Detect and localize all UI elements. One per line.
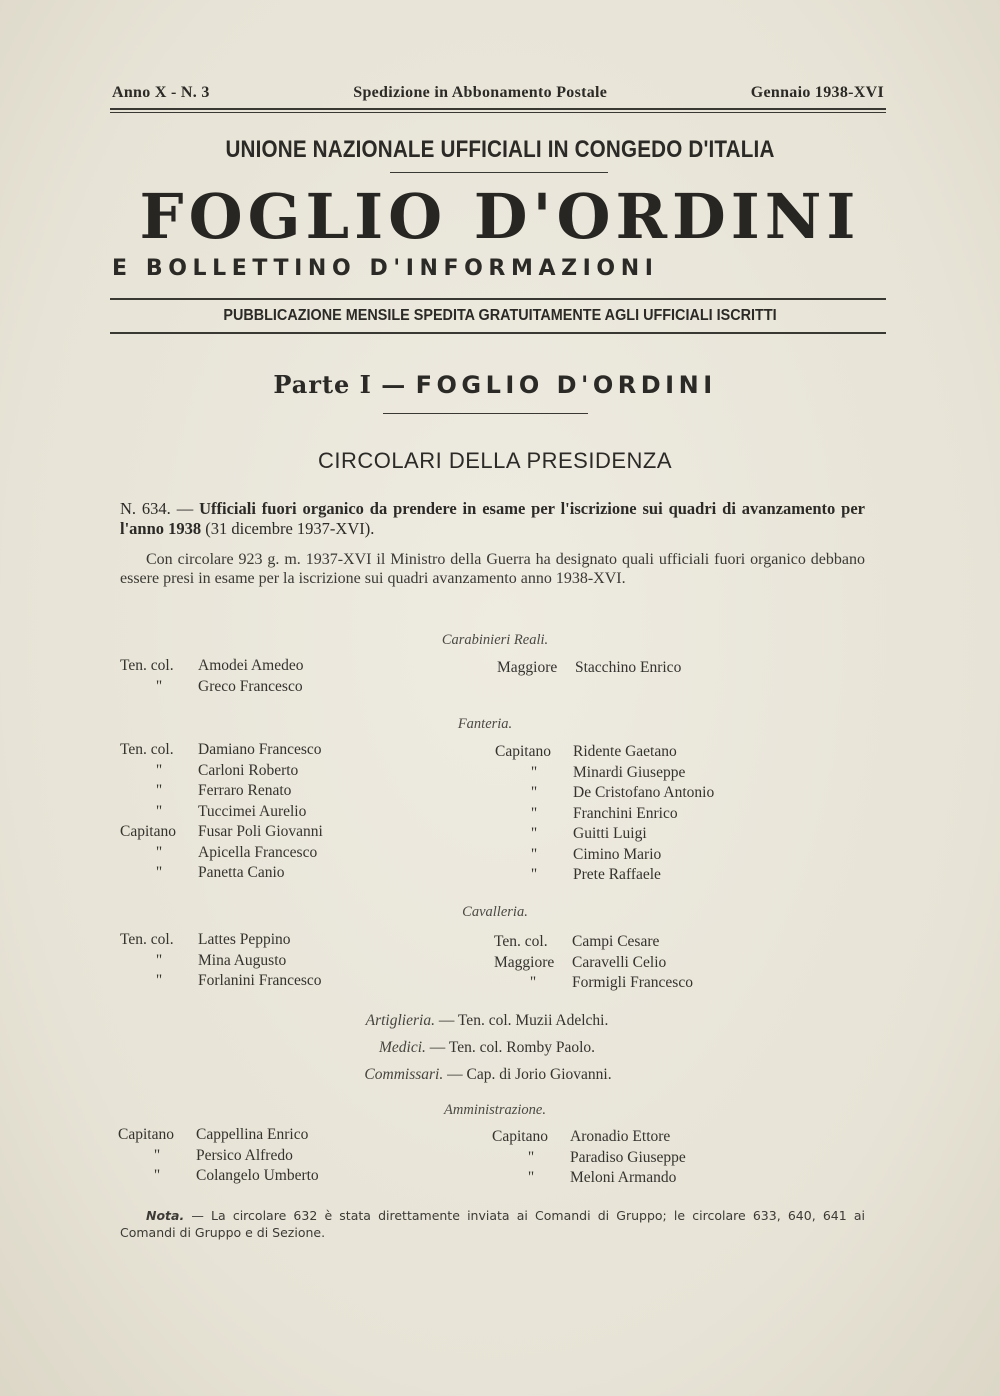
issue-number: Anno X - N. 3 xyxy=(112,84,210,101)
officer-name: Carloni Roberto xyxy=(198,761,299,779)
officer-rank: " xyxy=(155,782,163,799)
officer-rank: " xyxy=(155,802,163,820)
title-rule xyxy=(110,298,886,300)
officer-name: Apicella Francesco xyxy=(198,843,318,861)
medici-line xyxy=(0,1039,987,1057)
category-amministrazione: Amministrazione. xyxy=(444,1102,546,1118)
part-underline xyxy=(383,413,588,414)
amministrazione-left-list xyxy=(118,1125,319,1187)
medici-entry: — Ten. col. Romby Paolo. xyxy=(429,1039,596,1056)
officer-entry xyxy=(494,932,693,953)
officer-rank: " xyxy=(530,825,538,842)
officer-name: Cappellina Enrico xyxy=(196,1126,309,1143)
officer-rank: " xyxy=(530,804,538,822)
officer-name: Aronadio Ettore xyxy=(570,1128,671,1145)
officer-rank: Ten. col. xyxy=(494,933,548,950)
officer-entry xyxy=(497,658,681,679)
officer-name: Guitti Luigi xyxy=(573,825,647,842)
officer-entry xyxy=(495,865,714,886)
officer-name: Lattes Peppino xyxy=(198,931,291,948)
commissari-line xyxy=(0,1066,988,1084)
footnote-text: — La circolare 632 è stata direttamente inviata ai Comandi di Gruppo; le circolare 633, 640, 641 ai Comandi di Gruppo e di Sezione. xyxy=(120,1208,865,1240)
artiglieria-entry: — Ten. col. Muzii Adelchi. xyxy=(438,1012,609,1029)
circular-body-text: Con circolare 923 g. m. 1937-XVI il Ministro della Guerra ha designato quali ufficiali fuori organico debbano essere presi in esame per la iscrizione sui quadri avanzamento anno 1938-XVI. xyxy=(120,551,865,587)
officer-rank: Capitano xyxy=(118,1126,174,1143)
fanteria-left-list xyxy=(120,740,323,884)
officer-entry xyxy=(492,1168,686,1189)
part-name: FOGLIO D'ORDINI xyxy=(415,371,717,399)
officer-rank: " xyxy=(530,784,538,801)
officer-entry xyxy=(120,843,323,864)
officer-rank: " xyxy=(155,972,163,989)
officer-rank: " xyxy=(530,763,538,781)
officer-entry xyxy=(494,973,693,994)
officer-rank: " xyxy=(527,1169,535,1186)
header-rule xyxy=(110,108,886,110)
officer-rank: " xyxy=(155,843,163,861)
organization-name: UNIONE NAZIONALE UFFICIALI IN CONGEDO D'ITALIA xyxy=(225,136,775,163)
officer-name: Amodei Amedeo xyxy=(198,657,304,674)
officer-name: Paradiso Giuseppe xyxy=(570,1148,686,1166)
officer-rank: Maggiore xyxy=(497,659,558,676)
officer-entry xyxy=(120,656,303,677)
footnote-label: Nota. xyxy=(146,1208,185,1223)
officer-entry xyxy=(120,740,323,761)
header-rule-thin xyxy=(110,112,886,113)
officer-entry xyxy=(120,761,323,782)
category-commissari: Commissari. xyxy=(364,1066,444,1083)
officer-name: Fusar Poli Giovanni xyxy=(198,823,323,840)
officer-entry xyxy=(120,677,303,698)
officer-entry xyxy=(120,802,323,823)
officer-entry xyxy=(118,1125,319,1146)
officer-name: Mina Augusto xyxy=(198,951,287,969)
category-carabinieri: Carabinieri Reali. xyxy=(441,632,549,648)
officer-name: Formigli Francesco xyxy=(572,974,693,991)
officer-rank: Ten. col. xyxy=(120,741,174,758)
circular-heading xyxy=(120,499,865,539)
officer-name: Tuccimei Aurelio xyxy=(198,802,307,820)
carabinieri-right-list xyxy=(497,658,681,679)
officer-rank: " xyxy=(153,1146,161,1164)
officer-entry xyxy=(495,763,714,784)
officer-rank: Capitano xyxy=(492,1128,548,1145)
officer-rank: Capitano xyxy=(120,823,176,840)
officer-rank: Ten. col. xyxy=(120,931,174,948)
category-artiglieria: Artiglieria. xyxy=(365,1012,435,1029)
officer-entry xyxy=(495,804,714,825)
officer-entry xyxy=(494,953,693,974)
officer-entry xyxy=(495,824,714,845)
officer-entry xyxy=(120,863,323,884)
officer-name: De Cristofano Antonio xyxy=(573,784,715,801)
publication-title: FOGLIO D'ORDINI xyxy=(139,180,861,253)
officer-rank: " xyxy=(155,951,163,969)
publication-subtitle: E BOLLETTINO D'INFORMAZIONI xyxy=(112,256,659,281)
officer-rank: " xyxy=(155,864,163,881)
officer-name: Campi Cesare xyxy=(572,933,660,950)
officer-rank: " xyxy=(527,1148,535,1166)
officer-name: Greco Francesco xyxy=(198,677,303,695)
officer-entry xyxy=(495,783,714,804)
publication-note: PUBBLICAZIONE MENSILE SPEDITA GRATUITAMENTE AGLI UFFICIALI ISCRITTI xyxy=(223,307,777,324)
circular-date: (31 dicembre 1937-XVI). xyxy=(205,519,375,538)
officer-name: Prete Raffaele xyxy=(573,866,661,883)
cavalleria-left-list xyxy=(120,930,322,992)
officer-entry xyxy=(492,1127,686,1148)
officer-entry xyxy=(120,951,322,972)
pub-rule xyxy=(110,332,886,334)
carabinieri-left-list xyxy=(120,656,303,697)
circular-number: N. 634. — xyxy=(120,499,194,518)
officer-rank: " xyxy=(530,866,538,883)
category-medici: Medici. xyxy=(378,1039,426,1056)
officer-entry xyxy=(495,845,714,866)
masthead-row xyxy=(112,84,884,102)
circular-subject: Ufficiali fuori organico da prendere in esame per l'iscrizione sui quadri di avanzamento per l'anno 1938 xyxy=(120,499,866,538)
officer-rank: " xyxy=(155,761,163,779)
officer-rank: " xyxy=(155,677,163,695)
circular-body xyxy=(120,550,865,588)
officer-entry xyxy=(120,930,322,951)
officer-entry xyxy=(118,1166,319,1187)
officer-entry xyxy=(492,1148,686,1169)
officer-name: Damiano Francesco xyxy=(198,741,322,758)
commissari-entry: — Cap. di Jorio Giovanni. xyxy=(447,1066,612,1083)
officer-rank: " xyxy=(153,1167,161,1184)
section-title: CIRCOLARI DELLA PRESIDENZA xyxy=(317,448,673,473)
officer-name: Forlanini Francesco xyxy=(198,972,322,989)
officer-rank: " xyxy=(529,974,537,991)
org-underline xyxy=(390,172,608,173)
officer-name: Franchini Enrico xyxy=(573,804,678,822)
issue-date: Gennaio 1938-XVI xyxy=(750,84,884,101)
fanteria-right-list xyxy=(495,742,714,886)
amministrazione-right-list xyxy=(492,1127,686,1189)
officer-rank: Capitano xyxy=(495,743,551,760)
officer-rank: Ten. col. xyxy=(120,657,174,674)
shipping-note: Spedizione in Abbonamento Postale xyxy=(353,84,608,101)
cavalleria-right-list xyxy=(494,932,693,994)
officer-name: Meloni Armando xyxy=(570,1169,677,1186)
officer-name: Caravelli Celio xyxy=(572,953,667,971)
officer-name: Persico Alfredo xyxy=(196,1146,293,1164)
officer-name: Ferraro Renato xyxy=(198,782,292,799)
officer-entry xyxy=(120,781,323,802)
category-fanteria: Fanteria. xyxy=(457,716,513,732)
officer-name: Minardi Giuseppe xyxy=(573,763,686,781)
officer-name: Panetta Canio xyxy=(198,864,285,881)
officer-rank: " xyxy=(530,845,538,863)
part-heading xyxy=(0,370,990,399)
category-cavalleria: Cavalleria. xyxy=(462,904,528,920)
officer-rank: Maggiore xyxy=(494,953,555,971)
officer-entry xyxy=(120,971,322,992)
officer-name: Colangelo Umberto xyxy=(196,1167,319,1184)
officer-name: Cimino Mario xyxy=(573,845,662,863)
footnote xyxy=(120,1207,865,1241)
artiglieria-line xyxy=(0,1012,987,1030)
part-label: Parte I — xyxy=(273,370,407,399)
officer-name: Ridente Gaetano xyxy=(573,743,677,760)
officer-entry xyxy=(120,822,323,843)
officer-name: Stacchino Enrico xyxy=(575,659,682,676)
officer-entry xyxy=(118,1146,319,1167)
officer-entry xyxy=(495,742,714,763)
